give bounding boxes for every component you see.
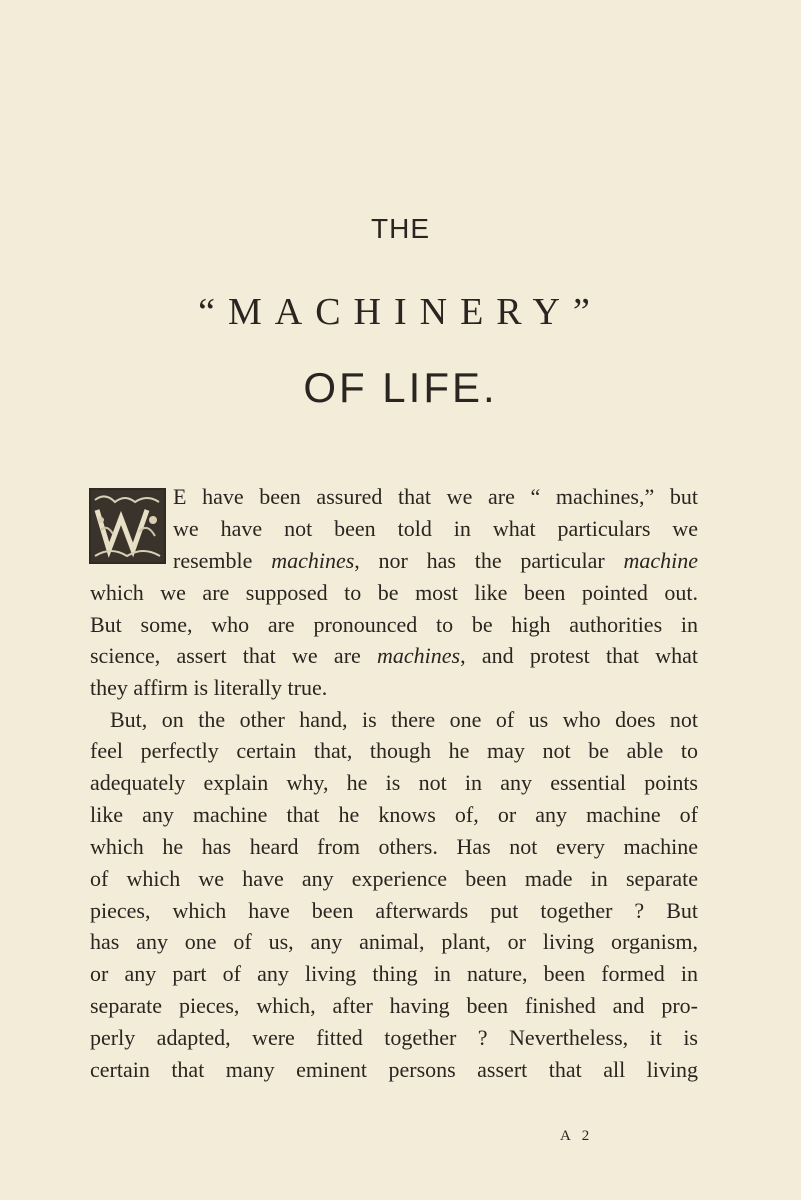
body-line-7: they affirm is literally true. bbox=[90, 675, 328, 700]
title-machinery: “MACHINERY” bbox=[198, 291, 603, 333]
body-line-9: feel perfectly certain that, though he may not be able to bbox=[90, 738, 698, 763]
decorated-initial-w-icon bbox=[89, 488, 166, 564]
body-line-6: science, assert that we are machines, and protest that what bbox=[90, 643, 698, 668]
body-line-10: adequately explain why, he is not in any essential points bbox=[90, 770, 698, 795]
body-line-12: which he has heard from others. Has not every machine bbox=[90, 834, 698, 859]
body-line-19: certain that many eminent persons assert that all living bbox=[90, 1057, 698, 1082]
body-line-16: or any part of any living thing in nature, been formed in bbox=[90, 961, 698, 986]
body-line-17: separate pieces, which, after having been finished and pro- bbox=[90, 993, 698, 1018]
body-line-11: like any machine that he knows of, or any machine of bbox=[90, 802, 698, 827]
signature-mark: A 2 bbox=[560, 1128, 594, 1144]
body-line-2: we have not been told in what particulars we bbox=[173, 516, 698, 541]
body-line-15: has any one of us, any animal, plant, or living organism, bbox=[90, 929, 698, 954]
body-line-1: E have been assured that we are “ machines,” but bbox=[173, 484, 698, 509]
body-line-14: pieces, which have been afterwards put together ? But bbox=[90, 898, 698, 923]
body-line-3: resemble machines, nor has the particular machine bbox=[173, 548, 699, 573]
body-line-18: perly adapted, were fitted together ? Nevertheless, it is bbox=[90, 1025, 698, 1050]
title-the: THE bbox=[371, 213, 430, 244]
body-line-13: of which we have any experience been made in separate bbox=[90, 866, 698, 891]
title-of-life: OF LIFE. bbox=[303, 364, 498, 411]
body-line-5: But some, who are pronounced to be high authorities in bbox=[90, 612, 698, 637]
body-line-8: But, on the other hand, is there one of us who does not bbox=[110, 707, 698, 732]
body-line-4: which we are supposed to be most like been pointed out. bbox=[90, 580, 698, 605]
